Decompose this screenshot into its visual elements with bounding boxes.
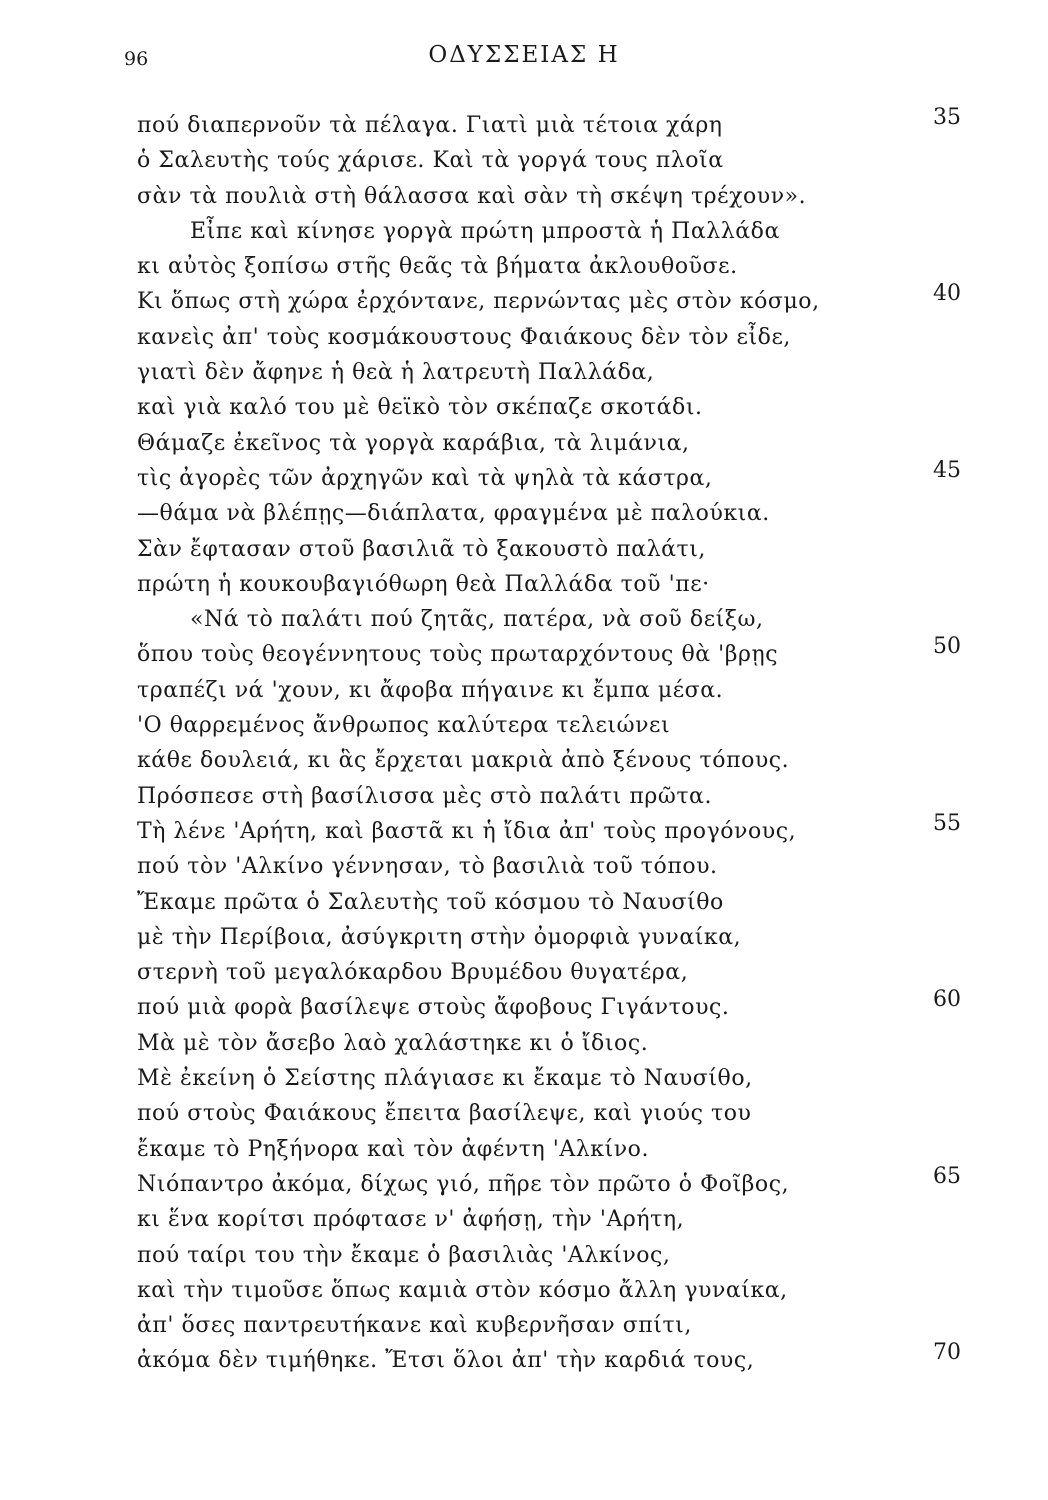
poem-body: [0, 105, 1048, 1379]
verse-line: [0, 1308, 1048, 1343]
verse-line: [0, 1340, 1048, 1378]
verse-line: [0, 532, 1048, 567]
verse-line: [0, 496, 1048, 531]
verse-line: [0, 920, 1048, 955]
verse-text: 'Ο θαρρεμένος ἄνθρωπος καλύτερα τελειώνει: [137, 713, 671, 739]
verse-text: πού τὸν 'Αλκίνο γέννησαν, τὸ βασιλιὰ τοῦ τόπου.: [137, 854, 718, 880]
verse-line: [0, 673, 1048, 708]
line-number: 35: [933, 105, 961, 130]
verse-text: Θάμαζε ἐκεῖνος τὰ γοργὰ καράβια, τὰ λιμάνια,: [137, 430, 690, 456]
verse-text: σὰν τὰ πουλιὰ στὴ θάλασσα καὶ σὰν τὴ σκέψη τρέχουν».: [137, 183, 807, 209]
verse-text: Σὰν ἔφτασαν στοῦ βασιλιᾶ τὸ ξακουστὸ παλάτι,: [137, 536, 706, 562]
line-number: 70: [933, 1340, 961, 1366]
verse-line: [0, 426, 1048, 461]
running-title: ΟΔΥΣΣΕΙΑΣ Η: [428, 42, 620, 68]
verse-line: [0, 143, 1048, 178]
verse-line: [0, 955, 1048, 990]
verse-text: καὶ γιὰ καλό του μὲ θεϊκὸ τὸν σκέπαζε σκοτάδι.: [137, 395, 703, 421]
verse-text: καὶ τὴν τιμοῦσε ὅπως καμιὰ στὸν κόσμο ἄλλη γυναίκα,: [137, 1277, 788, 1303]
line-number: 45: [933, 457, 961, 483]
verse-text: κάθε δουλειά, κι ἃς ἔρχεται μακριὰ ἀπὸ ξένους τόπους.: [137, 748, 790, 774]
verse-text: κανεὶς ἀπ' τοὺς κοσμάκουστους Φαιάκους δὲν τὸν εἶδε,: [137, 324, 791, 350]
verse-line: [0, 457, 1048, 496]
verse-text: ἀκόμα δὲν τιμήθηκε. Ἔτσι ὅλοι ἀπ' τὴν καρδιά τους,: [137, 1348, 755, 1374]
verse-line: [0, 214, 1048, 249]
verse-line: [0, 1202, 1048, 1237]
verse-text: πού στοὺς Φαιάκους ἔπειτα βασίλεψε, καὶ γιούς του: [137, 1101, 752, 1127]
verse-text: κι αὐτὸς ξοπίσω στῆς θεᾶς τὰ βήματα ἀκλουθοῦσε.: [137, 254, 738, 280]
verse-text: Κι ὅπως στὴ χώρα ἐρχόντανε, περνώντας μὲς στὸν κόσμο,: [137, 289, 820, 315]
line-number: 65: [933, 1163, 961, 1189]
line-number: 60: [933, 987, 961, 1013]
verse-text: Πρόσπεσε στὴ βασίλισσα μὲς στὸ παλάτι πρῶτα.: [137, 783, 712, 809]
verse-line: [0, 849, 1048, 884]
verse-line: [0, 885, 1048, 920]
verse-text: ὁ Σαλευτὴς τούς χάρισε. Καὶ τὰ γοργά τους πλοῖα: [137, 148, 724, 174]
verse-line: [0, 602, 1048, 637]
verse-text: ἔκαμε τὸ Ρηξήνορα καὶ τὸν ἀφέντη 'Αλκίνο.: [137, 1136, 649, 1162]
verse-line: [0, 1132, 1048, 1167]
verse-line: [0, 810, 1048, 849]
verse-text: Ἔκαμε πρῶτα ὁ Σαλευτὴς τοῦ κόσμου τὸ Ναυσίθο: [137, 889, 724, 915]
page-header: [0, 42, 1048, 76]
verse-line: [0, 355, 1048, 390]
verse-line: [0, 105, 1048, 143]
verse-text: πού μιὰ φορὰ βασίλεψε στοὺς ἄφοβους Γιγάντους.: [137, 995, 730, 1021]
verse-line: [0, 1163, 1048, 1202]
verse-text: μὲ τὴν Περίβοια, ἀσύγκριτη στὴν ὀμορφιὰ γυναίκα,: [137, 924, 742, 950]
line-number: 55: [933, 810, 961, 836]
verse-text: τὶς ἀγορὲς τῶν ἀρχηγῶν καὶ τὰ ψηλὰ τὰ κάστρα,: [137, 465, 713, 491]
verse-text: «Νά τὸ παλάτι πού ζητᾶς, πατέρα, νὰ σοῦ δείξω,: [190, 607, 764, 633]
verse-line: [0, 743, 1048, 778]
verse-text: πού διαπερνοῦν τὰ πέλαγα. Γιατὶ μιὰ τέτοια χάρη: [137, 113, 723, 138]
verse-line: [0, 987, 1048, 1025]
verse-line: [0, 634, 1048, 672]
verse-text: ἀπ' ὅσες παντρευτήκανε καὶ κυβερνῆσαν σπίτι,: [137, 1313, 692, 1339]
verse-line: [0, 1026, 1048, 1061]
verse-text: ὅπου τοὺς θεογέννητους τοὺς πρωταρχόντους θὰ 'βρῃς: [137, 642, 779, 668]
verse-line: [0, 567, 1048, 602]
verse-text: Τὴ λένε 'Αρήτη, καὶ βαστᾶ κι ἡ ἴδια ἀπ' τοὺς προγόνους,: [137, 818, 797, 844]
verse-text: Εἶπε καὶ κίνησε γοργὰ πρώτη μπροστὰ ἡ Παλλάδα: [190, 218, 780, 244]
verse-text: πού ταίρι του τὴν ἔκαμε ὁ βασιλιὰς 'Αλκίνος,: [137, 1242, 671, 1268]
page-number: 96: [124, 48, 149, 70]
verse-line: [0, 1096, 1048, 1131]
verse-line: [0, 281, 1048, 319]
verse-line: [0, 1273, 1048, 1308]
verse-text: γιατὶ δὲν ἄφηνε ἡ θεὰ ἡ λατρευτὴ Παλλάδα,: [137, 360, 655, 386]
verse-text: Μὲ ἐκείνη ὁ Σείστης πλάγιασε κι ἔκαμε τὸ Ναυσίθο,: [137, 1066, 753, 1092]
verse-text: πρώτη ἡ κουκουβαγιόθωρη θεὰ Παλλάδα τοῦ 'πε·: [137, 571, 710, 597]
verse-text: τραπέζι νά 'χουν, κι ἄφοβα πήγαινε κι ἔμπα μέσα.: [137, 677, 724, 703]
verse-line: [0, 779, 1048, 814]
verse-line: [0, 249, 1048, 284]
line-number: 40: [933, 281, 961, 307]
verse-text: Νιόπαντρο ἀκόμα, δίχως γιό, πῆρε τὸν πρῶτο ὁ Φοῖβος,: [137, 1171, 790, 1197]
line-number: 50: [933, 634, 961, 660]
verse-line: [0, 1061, 1048, 1096]
verse-line: [0, 320, 1048, 355]
verse-line: [0, 179, 1048, 214]
verse-line: [0, 708, 1048, 743]
verse-line: [0, 390, 1048, 425]
verse-text: στερνὴ τοῦ μεγαλόκαρδου Βρυμέδου θυγατέρα,: [137, 960, 689, 986]
verse-text: —θάμα νὰ βλέπῃς—διάπλατα, φραγμένα μὲ παλούκια.: [137, 501, 770, 527]
verse-line: [0, 1238, 1048, 1273]
verse-text: κι ἕνα κορίτσι πρόφτασε ν' ἀφήσῃ, τὴν 'Αρήτη,: [137, 1207, 685, 1233]
verse-text: Μὰ μὲ τὸν ἄσεβο λαὸ χαλάστηκε κι ὁ ἴδιος.: [137, 1030, 649, 1056]
